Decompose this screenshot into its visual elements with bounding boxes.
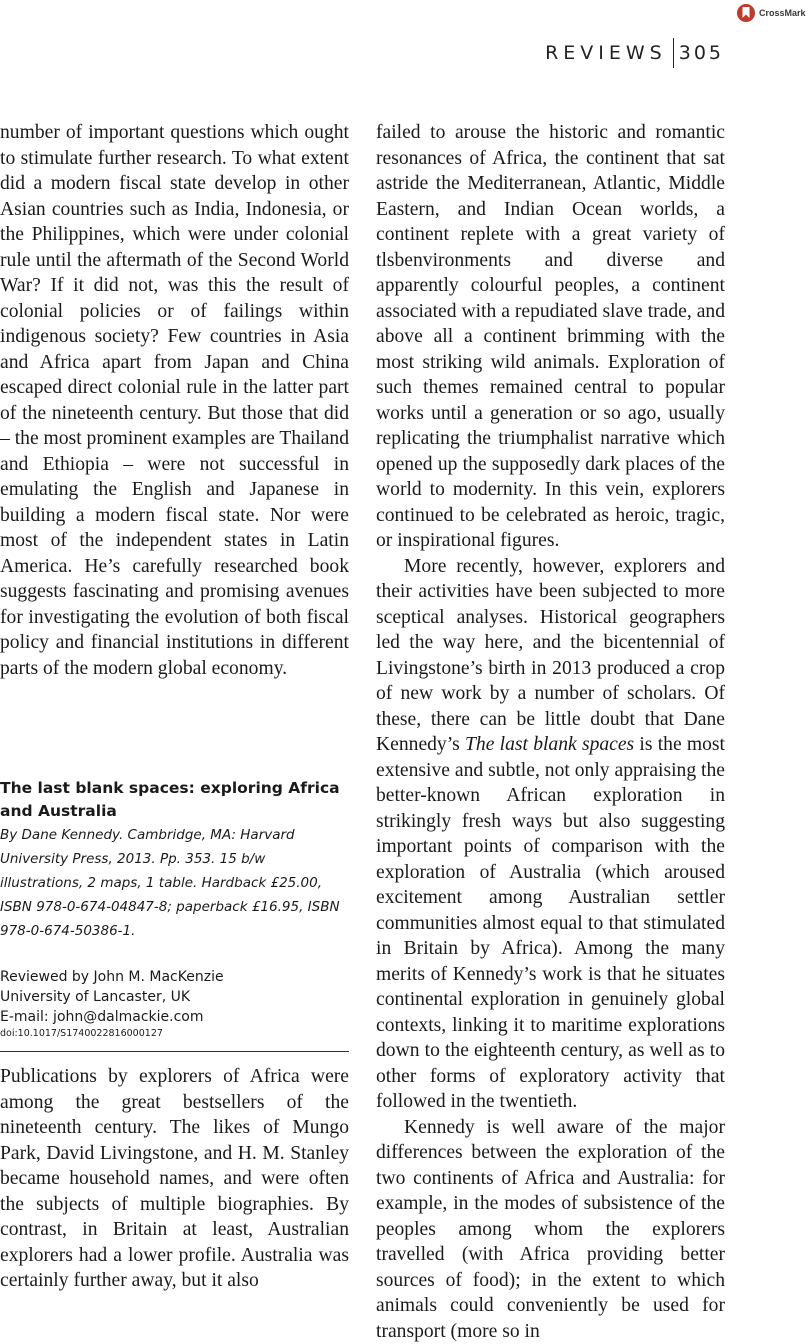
review-title: The last blank spaces: exploring Africa and Australia xyxy=(0,777,349,823)
book-info: By Dane Kennedy. Cambridge, MA: Harvard University Press, 2013. Pp. 353. 15 b/w illustrations, 2 maps, 1 table. Hardback £25.00, ISBN 978-0-674-04847-8; paperback £16.95, ISBN 978-0-674-50386-1. xyxy=(0,823,349,943)
left-column xyxy=(0,120,349,1294)
crossmark-badge[interactable] xyxy=(736,2,806,24)
paragraph-2-text-b: is the most extensive and subtle, not only appraising the better-known African exploration in strikingly fresh ways but also suggesting important points of comparison with the exploration of Australia (which aroused excitement among Australian settler communities almost equal to that stimulated in Britain by Africa). Among the many merits of Kennedy’s work is that he situates continental exploration in genuinely global contexts, linking it to maritime explorations down to the eighteenth century, as well as to other forms of exploratory activity that followed in the twentieth. xyxy=(376,734,725,1112)
reviewer-name: Reviewed by John M. MacKenzie xyxy=(0,967,349,987)
section-divider xyxy=(0,1051,349,1052)
header-divider xyxy=(673,38,674,68)
paragraph-2-text-a: More recently, however, explorers and their activities have been subjected to more sceptical analyses. Historical geographers led the way here, and the bicentennial of Livingstone’s birth in 2013 produced a crop of new work by a number of scholars. Of these, there can be little doubt that Dane Kennedy’s xyxy=(376,556,725,756)
body-paragraph-2 xyxy=(376,554,725,1115)
continued-paragraph: number of important questions which ought to stimulate further research. To what extent did a modern fiscal state develop in other Asian countries such as India, Indonesia, or the Philippines, which were under colonial rule until the aftermath of the Second World War? If it did not, was this the result of colonial policies or of failings within indigenous society? Few countries in Asia and Africa apart from Japan and China escaped direct colonial rule in the latter part of the nineteenth century. But those that did – the most prominent examples are Thailand and Ethiopia – were not successful in emulating the English and Japanese in building a modern fiscal state. Nor were most of the independent states in Latin America. He’s carefully researched book suggests fascinating and promising avenues for investigating the evolution of both fiscal policy and financial institutions in different parts of the modern global economy. xyxy=(0,120,349,681)
reviewer-block xyxy=(0,967,349,1027)
opening-paragraph: Publications by explorers of Africa were among the great bestsellers of the nineteenth century. The likes of Mungo Park, David Livingstone, and H. M. Stanley became household names, and were often the subjects of multiple biographies. By contrast, in Britain at least, Australian explorers had a lower profile. Australia was certainly further away, but it also xyxy=(0,1064,349,1294)
body-paragraph-1: failed to arouse the historic and romantic resonances of Africa, the continent that sat astride the Mediterranean, Atlantic, Middle Eastern, and Indian Ocean worlds, a continent replete with a great variety of tlsbenvironments and diverse and apparently colourful peoples, a continent associated with a repudiated slave trade, and above all a continent brimming with the most striking wild animals. Exploration of such themes remained central to popular works until a generation or so ago, usually replicating the triumphalist narrative which opened up the supposedly dark places of the world to modernity. In this vein, explorers continued to be celebrated as heroic, tragic, or inspirational figures. xyxy=(376,120,725,554)
page-number: 305 xyxy=(679,42,724,64)
book-title-reference: The last blank spaces xyxy=(465,734,634,755)
right-column xyxy=(376,120,725,1344)
reviewer-email[interactable]: E-mail: john@dalmackie.com xyxy=(0,1007,349,1027)
running-head xyxy=(545,38,724,68)
reviewer-affiliation: University of Lancaster, UK xyxy=(0,987,349,1007)
doi[interactable]: doi:10.1017/S1740022816000127 xyxy=(0,1027,349,1041)
crossmark-icon xyxy=(736,2,756,24)
crossmark-label: CrossMark xyxy=(759,8,806,18)
section-label: REVIEWS xyxy=(545,42,667,64)
body-paragraph-3: Kennedy is well aware of the major differences between the exploration of the two continents of Africa and Australia: for example, in the modes of subsistence of the peoples among whom the explorers travelled (with Africa providing better sources of food); in the extent to which animals could conveniently be used for transport (more so in xyxy=(376,1115,725,1344)
